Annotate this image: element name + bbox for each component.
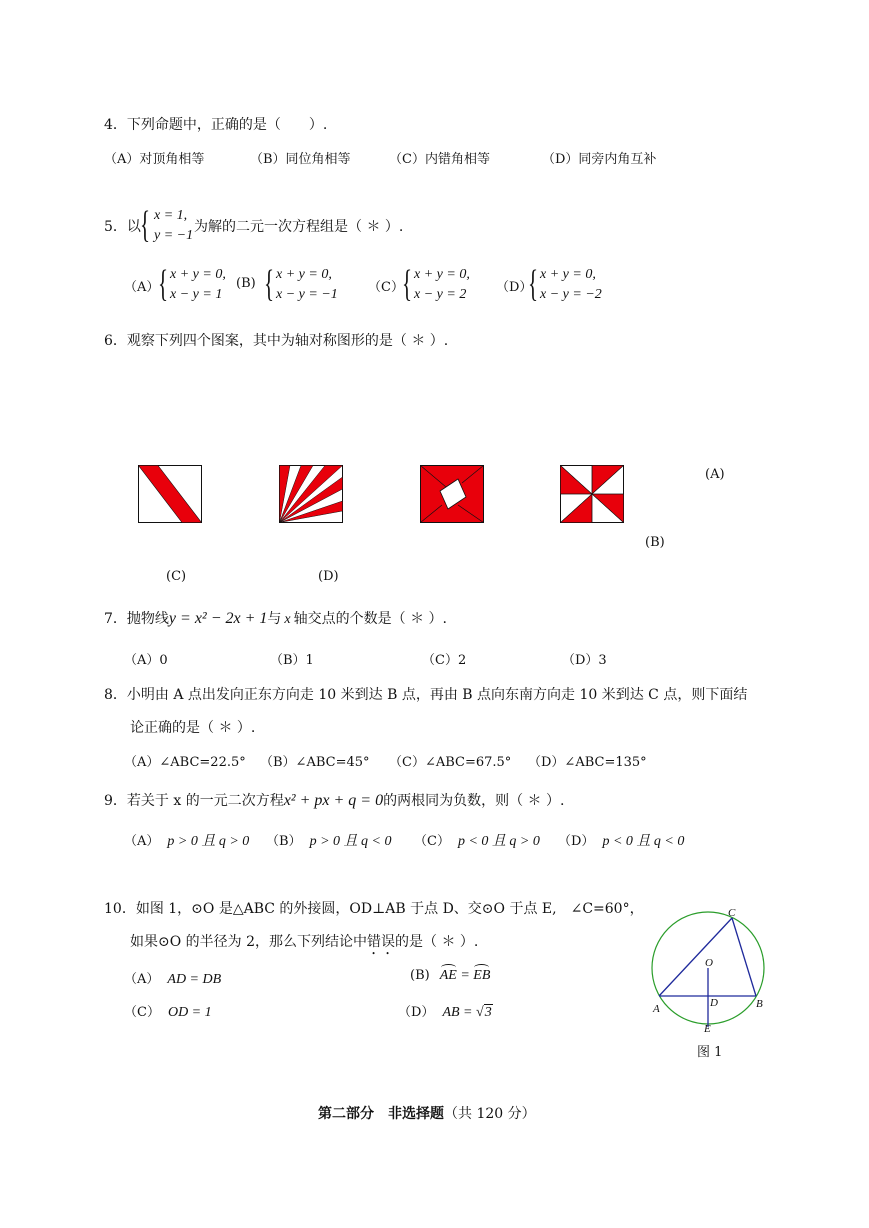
q9-option-a [124,830,249,850]
q5-option-c-system [414,265,470,305]
q9-option-c [414,830,540,850]
q7-stem-var: x [284,612,291,627]
q5-stem-system [154,206,193,246]
q9-option-c-text: p < 0 且 q > 0 [457,834,540,849]
q5-option-c-eq2: x − y = 2 [414,287,467,302]
q9-option-c-label: （C） [414,834,450,849]
q4-stem: 4．下列命题中，正确的是（ ）. [104,117,328,133]
q6-label-c: (C) [166,569,187,584]
q7-stem-mid: 与 [267,611,282,627]
q5-option-b-brace: { [264,263,275,305]
q10-option-b-arc-eb: EB [473,968,491,983]
q10-stem-line1: 10．如图 1，⊙O 是△ABC 的外接圆，OD⊥AB 于点 D、交⊙O 于点 E, ∠C=60°， [104,901,644,917]
q5-option-a-eq2: x − y = 1 [170,287,223,302]
q7-stem-suffix: 轴交点的个数是（ ＊ ）. [293,611,447,627]
q8-option-c: （C）∠ABC=67.5° [389,755,512,770]
q5-brace: { [140,204,151,246]
q10-option-c [124,1001,212,1021]
q5-option-a-label: （A） [124,280,160,295]
q5-option-d-brace: { [528,263,539,305]
part2-suffix: （共 120 分） [444,1106,536,1122]
q9-stem-suffix: 的两根同为负数，则（ ＊ ）. [383,793,565,809]
q7-option-b: （B）1 [270,653,314,668]
q9-stem-prefix: 9．若关于 x 的一元二次方程 [104,793,284,809]
q10-point-d: D [710,997,718,1009]
q10-figure-caption: 图 1 [697,1045,723,1060]
q10-option-d-sqrt: 3 [484,1005,492,1020]
q5-option-c-eq1: x + y = 0, [414,267,470,282]
q4-option-b: （B）同位角相等 [250,152,351,167]
q7-option-d: （D）3 [562,653,607,668]
q5-stem-suffix: 为解的二元一次方程组是（ ＊ ）. [194,219,404,235]
q8-stem-line1: 8．小明由 A 点出发向正东方向走 10 米到达 B 点，再由 B 点向东南方向走 10 米到达 C 点，则下面结 [104,687,748,703]
q5-stem-eq2: y = −1 [154,228,194,243]
q9-option-a-label: （A） [124,834,160,849]
q5-option-d-label: （D） [496,280,533,295]
q5-stem-prefix: 5．以 [104,219,141,235]
q8-stem-line2: 论正确的是（ ＊ ）. [130,720,256,736]
q10-option-a [124,968,221,988]
q7-option-c: （C）2 [422,653,467,668]
q10-stem-emphasis: 错误 [367,934,396,950]
q10-stem-line2-c: 的是（ ＊ ）. [395,934,479,950]
q10-point-e: E [704,1023,711,1035]
q10-point-b: B [756,998,763,1010]
q5-option-d-system [540,265,602,305]
q6-label-b: (B) [645,535,665,550]
q10-option-b-label: (B) [410,968,430,983]
q9-option-a-text: p > 0 且 q > 0 [167,834,250,849]
q10-point-o: O [705,957,713,969]
q10-option-d-label: （D） [398,1005,435,1020]
q8-option-b: （B）∠ABC=45° [260,755,370,770]
q6-figure-3 [420,465,484,523]
q8-option-d: （D）∠ABC=135° [528,755,647,770]
q5-option-b-label: (B) [236,276,256,291]
q10-option-c-text: OD = 1 [167,1005,212,1020]
q10-option-a-text: AD = DB [167,972,222,987]
q6-stem: 6．观察下列四个图案，其中为轴对称图形的是（ ＊ ）. [104,333,449,349]
q8-option-a: （A）∠ABC=22.5° [124,755,246,770]
q5-option-a-brace: { [158,263,169,305]
q10-point-a: A [653,1003,660,1015]
q10-option-b [410,968,490,984]
q9-option-d-text: p < 0 且 q < 0 [602,834,685,849]
q7-stem [104,608,447,628]
q5-option-a-eq1: x + y = 0, [170,267,226,282]
q4-option-d: （D）同旁内角互补 [542,152,657,167]
q4-option-a: （A）对顶角相等 [104,152,205,167]
q6-figure-1 [138,465,202,523]
part2-heading [318,1103,536,1123]
q5-option-a-system [170,265,226,305]
q6-label-a: (A) [705,467,725,482]
q5-option-b-eq1: x + y = 0, [276,267,332,282]
q5-option-c-brace: { [402,263,413,305]
q7-expression: y = x² − 2x + 1 [168,610,268,627]
q6-figure-4 [560,465,624,523]
q6-label-d: (D) [318,569,339,584]
q7-option-a: （A）0 [124,653,168,668]
q5-stem-eq1: x = 1, [154,208,188,223]
q10-figure-circle [645,905,775,1040]
q10-stem-line2-a: 如果⊙O 的半径为 2，那么下列结论中 [130,934,368,950]
q10-point-c: C [728,907,736,919]
part2-title: 第二部分 非选择题 [318,1106,444,1122]
q10-option-b-arc-ae: AE [439,968,457,983]
q7-stem-prefix: 7．抛物线 [104,611,169,627]
q10-option-b-eq: = [456,968,474,983]
q9-option-b-label: （B） [266,834,302,849]
q10-option-a-label: （A） [124,972,160,987]
q5-option-c-label: （C） [368,280,404,295]
q5-option-d-eq2: x − y = −2 [540,287,602,302]
q5-option-d-eq1: x + y = 0, [540,267,596,282]
q6-figure-2 [279,465,343,523]
q9-stem [104,790,564,810]
q10-option-d-text: AB = [442,1005,476,1020]
q9-option-b [266,830,391,850]
q5-option-b-system [276,265,338,305]
q10-option-d: （D） AB = √3 [398,1005,492,1020]
q5-option-b-eq2: x − y = −1 [276,287,338,302]
q4-option-c: （C）内错角相等 [389,152,490,167]
q9-option-d-label: （D） [558,834,595,849]
q9-expression: x² + px + q = 0 [283,792,384,809]
q9-option-d [558,830,684,850]
q9-option-b-text: p > 0 且 q < 0 [309,834,392,849]
q10-stem-line2 [130,931,478,958]
q10-option-c-label: （C） [124,1005,160,1020]
